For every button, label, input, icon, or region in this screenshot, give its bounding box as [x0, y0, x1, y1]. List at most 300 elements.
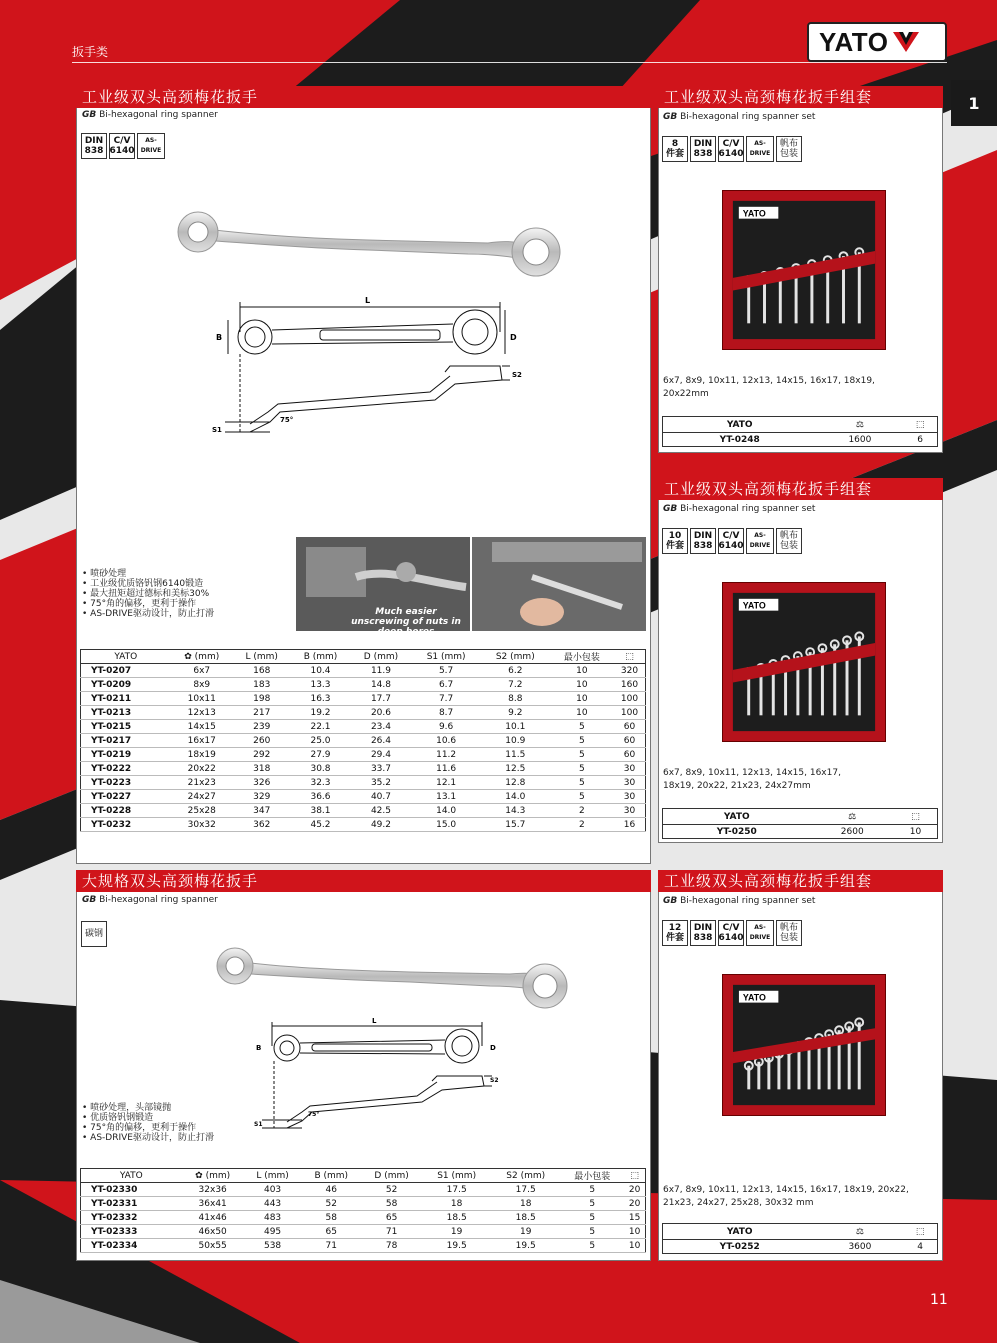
table-cell: 6.7: [412, 678, 481, 692]
dimension-drawing-large: [252, 1016, 512, 1136]
col-box: [624, 1169, 645, 1183]
table-cell: 14.8: [350, 678, 411, 692]
table-cell: 9.6: [412, 720, 481, 734]
product-code-cell: YT-0207: [81, 664, 171, 678]
table-cell: 538: [244, 1239, 302, 1253]
product-code-cell: YT-0211: [81, 692, 171, 706]
box-icon: ⬚: [915, 1226, 925, 1237]
piece-count-badge: 8 件套: [662, 136, 688, 162]
product-b-badges: [81, 921, 107, 947]
table-cell: 12x13: [171, 706, 233, 720]
photo-caption: Much easier unscrewing of nuts in deep bores: [351, 607, 461, 637]
table-row: [81, 818, 646, 832]
col-min-pack: 最小包装: [560, 1169, 624, 1183]
table-cell: 6.2: [481, 664, 550, 678]
as-drive-badge: AS-DRIVE: [746, 528, 774, 554]
table-cell: 8.8: [481, 692, 550, 706]
table-cell: 17.7: [350, 692, 411, 706]
table-row: [81, 790, 646, 804]
col-b: B (mm): [291, 650, 351, 664]
table-cell: 22.1: [291, 720, 351, 734]
product-a-spec-table: [80, 649, 646, 832]
set-sizes: 6x7, 8x9, 10x11, 12x13, 14x15, 16x17, 18x19, 20x22mm: [663, 376, 875, 399]
col-yato: YATO: [81, 650, 171, 664]
table-cell: 19: [422, 1225, 491, 1239]
dimension-drawing: [210, 292, 530, 442]
col-min-pack: 最小包装: [550, 650, 614, 664]
table-cell: 239: [233, 720, 291, 734]
set-table: [662, 1223, 938, 1254]
table-cell: 100: [614, 692, 646, 706]
set-subtitle-text: Bi-hexagonal ring spanner set: [680, 896, 816, 906]
table-row: [81, 734, 646, 748]
table-row: [81, 664, 646, 678]
product-code-cell: YT-0252: [719, 1241, 760, 1252]
table-cell: 30: [614, 762, 646, 776]
cv-badge: C/V 6140: [109, 133, 135, 159]
table-cell: 30.8: [291, 762, 351, 776]
table-row: [81, 1239, 646, 1253]
col-l: L (mm): [233, 650, 291, 664]
product-a-title: 工业级双头高颈梅花扳手: [76, 86, 651, 108]
qty-cell: 4: [917, 1241, 924, 1252]
table-cell: 12.1: [412, 776, 481, 790]
table-cell: 292: [233, 748, 291, 762]
table-cell: 7.2: [481, 678, 550, 692]
table-row: [81, 1225, 646, 1239]
table-cell: 40.7: [350, 790, 411, 804]
set-logo-text: YATO: [742, 600, 766, 611]
table-row: [81, 804, 646, 818]
spanner-set-image: [722, 974, 886, 1116]
col-l: L (mm): [244, 1169, 302, 1183]
table-cell: 495: [244, 1225, 302, 1239]
product-b-title: 大规格双头高颈梅花扳手: [76, 870, 651, 892]
box-icon: ⬚: [625, 651, 634, 662]
gb-mark: GB: [663, 504, 678, 514]
as-drive-badge: AS-DRIVE: [746, 136, 774, 162]
table-cell: 10.4: [291, 664, 351, 678]
table-cell: 2: [550, 804, 614, 818]
table-cell: 10: [624, 1225, 645, 1239]
col-size: ✿ (mm): [171, 650, 233, 664]
product-code-cell: YT-02333: [81, 1225, 182, 1239]
product-code-cell: YT-0213: [81, 706, 171, 720]
table-cell: 42.5: [350, 804, 411, 818]
table-cell: 15.7: [481, 818, 550, 832]
table-cell: 16: [614, 818, 646, 832]
table-cell: 21x23: [171, 776, 233, 790]
set-table: [662, 808, 938, 839]
table-cell: 71: [361, 1225, 422, 1239]
product-code-cell: YT-0217: [81, 734, 171, 748]
col-s1: S1 (mm): [412, 650, 481, 664]
feature-item: • 最大扭矩超过德标和美标30%: [82, 589, 214, 599]
brand-name: YATO: [819, 26, 889, 57]
table-cell: 19.5: [491, 1239, 560, 1253]
table-cell: 7.7: [412, 692, 481, 706]
weight-cell: 3600: [848, 1241, 872, 1252]
table-cell: 25.0: [291, 734, 351, 748]
table-cell: 10.1: [481, 720, 550, 734]
table-cell: 10.9: [481, 734, 550, 748]
table-cell: 20: [624, 1183, 645, 1197]
table-cell: 13.1: [412, 790, 481, 804]
table-cell: 46x50: [182, 1225, 244, 1239]
set-badges: [662, 920, 802, 946]
table-cell: 20.6: [350, 706, 411, 720]
din-badge: DIN 838: [690, 920, 716, 946]
table-cell: 35.2: [350, 776, 411, 790]
table-cell: 36x41: [182, 1197, 244, 1211]
col-box: [903, 1224, 937, 1240]
table-cell: 15: [624, 1211, 645, 1225]
col-s1: S1 (mm): [422, 1169, 491, 1183]
gear-icon: ✿: [195, 1170, 203, 1181]
set-title: 工业级双头高颈梅花扳手组套: [658, 478, 943, 500]
table-cell: 25x28: [171, 804, 233, 818]
table-cell: 30x32: [171, 818, 233, 832]
set-sizes: 6x7, 8x9, 10x11, 12x13, 14x15, 16x17, 18x19, 20x22, 21x23, 24x27, 25x28, 30x32 mm: [663, 1185, 909, 1208]
col-weight: [816, 417, 903, 433]
table-cell: 17.5: [491, 1183, 560, 1197]
table-cell: 49.2: [350, 818, 411, 832]
col-s2: S2 (mm): [491, 1169, 560, 1183]
table-cell: 71: [301, 1239, 361, 1253]
table-cell: 12.8: [481, 776, 550, 790]
set-badges: [662, 136, 802, 162]
table-cell: 14.0: [412, 804, 481, 818]
feature-item: • 优质铬钒钢锻造: [82, 1113, 214, 1123]
table-cell: 24x27: [171, 790, 233, 804]
table-cell: 52: [361, 1183, 422, 1197]
as-drive-badge: AS-DRIVE: [746, 920, 774, 946]
product-b-subtitle: [82, 895, 218, 905]
product-b-subtitle-text: Bi-hexagonal ring spanner: [99, 895, 218, 905]
weight-icon: ⚖: [855, 419, 864, 430]
dim-label-s1: S1: [254, 1121, 263, 1128]
spanner-set-image: [722, 190, 886, 350]
table-cell: 20: [624, 1197, 645, 1211]
table-cell: 443: [244, 1197, 302, 1211]
set-subtitle-text: Bi-hexagonal ring spanner set: [680, 112, 816, 122]
set-subtitle: [663, 504, 815, 514]
col-box: [614, 650, 646, 664]
table-cell: 183: [233, 678, 291, 692]
din-badge: DIN 838: [81, 133, 107, 159]
feature-item: • 工业级优质铬钒钢6140锻造: [82, 579, 214, 589]
set-sizes: 6x7, 8x9, 10x11, 12x13, 14x15, 16x17, 18x19, 20x22, 21x23, 24x27mm: [663, 768, 841, 791]
table-cell: 18.5: [422, 1211, 491, 1225]
gb-mark: GB: [663, 896, 678, 906]
product-code-cell: YT-0248: [719, 434, 760, 445]
product-code-cell: YT-0219: [81, 748, 171, 762]
feature-item: • AS-DRIVE驱动设计，防止打滑: [82, 609, 214, 619]
table-cell: 17.5: [422, 1183, 491, 1197]
box-icon: ⬚: [915, 419, 925, 430]
qty-cell: 10: [909, 826, 922, 837]
col-b: B (mm): [301, 1169, 361, 1183]
set-logo-text: YATO: [742, 992, 766, 1003]
product-a-badges: [81, 133, 165, 159]
table-cell: 30: [614, 790, 646, 804]
piece-count-badge: 10 件套: [662, 528, 688, 554]
feature-item: • 75°角的偏移，更利于操作: [82, 599, 214, 609]
table-cell: 14x15: [171, 720, 233, 734]
table-cell: 20x22: [171, 762, 233, 776]
table-cell: 65: [361, 1211, 422, 1225]
table-cell: 362: [233, 818, 291, 832]
table-cell: 320: [614, 664, 646, 678]
table-cell: 5: [550, 734, 614, 748]
table-row: [663, 825, 938, 839]
table-cell: 10: [550, 706, 614, 720]
table-cell: 168: [233, 664, 291, 678]
feature-item: • 喷砂处理，头部镜抛: [82, 1103, 214, 1113]
product-a-subtitle: [82, 110, 218, 120]
header-divider: [72, 62, 947, 63]
table-cell: 18: [422, 1197, 491, 1211]
dim-label-b: B: [256, 1044, 262, 1052]
weight-cell: 2600: [840, 826, 864, 837]
spanner-image: [168, 210, 568, 280]
col-yato: YATO: [663, 809, 811, 825]
dim-label-angle: 75°: [308, 1111, 320, 1118]
product-code-cell: YT-0228: [81, 804, 171, 818]
set-logo-text: YATO: [742, 208, 766, 219]
table-cell: 11.5: [481, 748, 550, 762]
usage-photo-1: [296, 537, 470, 637]
carbon-steel-badge: 碳钢: [81, 921, 107, 947]
dim-label-s2: S2: [490, 1077, 499, 1084]
table-cell: 5: [550, 762, 614, 776]
weight-cell: 1600: [848, 434, 872, 445]
table-cell: 5: [560, 1183, 624, 1197]
table-cell: 15.0: [412, 818, 481, 832]
brand-logo: [807, 22, 947, 62]
box-icon: ⬚: [911, 811, 920, 822]
canvas-pack-badge: 帆布 包装: [776, 528, 802, 554]
table-cell: 10x11: [171, 692, 233, 706]
product-a-rows: [81, 664, 646, 832]
col-yato: YATO: [663, 1224, 817, 1240]
table-cell: 5: [550, 776, 614, 790]
table-cell: 8x9: [171, 678, 233, 692]
col-weight: [816, 1224, 903, 1240]
gb-mark: GB: [82, 110, 97, 120]
table-cell: 318: [233, 762, 291, 776]
table-cell: 26.4: [350, 734, 411, 748]
table-row: [81, 762, 646, 776]
feature-item: • 喷砂处理: [82, 569, 214, 579]
table-cell: 23.4: [350, 720, 411, 734]
weight-icon: ⚖: [855, 1226, 864, 1237]
product-code-cell: YT-0209: [81, 678, 171, 692]
table-cell: 11.2: [412, 748, 481, 762]
table-cell: 19: [491, 1225, 560, 1239]
usage-photo-2-art: [472, 537, 646, 631]
set-title: 工业级双头高颈梅花扳手组套: [658, 870, 943, 892]
table-cell: 12.5: [481, 762, 550, 776]
table-cell: 60: [614, 734, 646, 748]
table-cell: 11.9: [350, 664, 411, 678]
table-cell: 6x7: [171, 664, 233, 678]
table-cell: 65: [301, 1225, 361, 1239]
qty-cell: 6: [917, 434, 924, 445]
table-row: [663, 1240, 938, 1254]
table-cell: 100: [614, 706, 646, 720]
table-row: [81, 776, 646, 790]
set-subtitle: [663, 896, 815, 906]
table-cell: 30: [614, 804, 646, 818]
dim-label-angle: 75°: [280, 416, 294, 424]
cv-badge: C/V 6140: [718, 528, 744, 554]
table-cell: 217: [233, 706, 291, 720]
table-row: [81, 1197, 646, 1211]
dim-label-l: L: [365, 296, 371, 305]
product-b-rows: [81, 1183, 646, 1253]
table-cell: 27.9: [291, 748, 351, 762]
table-row: [81, 678, 646, 692]
gb-mark: GB: [663, 112, 678, 122]
table-cell: 60: [614, 748, 646, 762]
table-cell: 198: [233, 692, 291, 706]
col-yato: YATO: [663, 417, 817, 433]
table-cell: 5.7: [412, 664, 481, 678]
table-cell: 5: [560, 1239, 624, 1253]
table-cell: 60: [614, 720, 646, 734]
table-row: [81, 1183, 646, 1197]
dim-label-s2: S2: [512, 371, 522, 379]
feature-item: • AS-DRIVE驱动设计，防止打滑: [82, 1133, 214, 1143]
table-cell: 19.5: [422, 1239, 491, 1253]
table-cell: 41x46: [182, 1211, 244, 1225]
table-cell: 52: [301, 1197, 361, 1211]
table-row: [81, 1211, 646, 1225]
product-code-cell: YT-0222: [81, 762, 171, 776]
feature-item: • 75°角的偏移，更利于操作: [82, 1123, 214, 1133]
product-code-cell: YT-0227: [81, 790, 171, 804]
table-cell: 5: [550, 720, 614, 734]
table-cell: 58: [361, 1197, 422, 1211]
table-cell: 5: [560, 1225, 624, 1239]
as-drive-badge: AS-DRIVE: [137, 133, 165, 159]
weight-icon: ⚖: [848, 811, 857, 822]
table-cell: 5: [550, 790, 614, 804]
table-cell: 10: [550, 678, 614, 692]
set-badges: [662, 528, 802, 554]
section-tab: 1: [951, 80, 997, 126]
table-cell: 11.6: [412, 762, 481, 776]
table-row: [81, 692, 646, 706]
table-cell: 347: [233, 804, 291, 818]
col-box: [903, 417, 937, 433]
table-cell: 19.2: [291, 706, 351, 720]
product-code-cell: YT-0223: [81, 776, 171, 790]
table-row: [81, 706, 646, 720]
product-code-cell: YT-02334: [81, 1239, 182, 1253]
table-cell: 38.1: [291, 804, 351, 818]
dim-label-d: D: [510, 333, 517, 342]
piece-count-badge: 12 件套: [662, 920, 688, 946]
table-cell: 2: [550, 818, 614, 832]
table-cell: 10: [624, 1239, 645, 1253]
page-number: 11: [930, 1292, 948, 1308]
table-cell: 160: [614, 678, 646, 692]
product-a-subtitle-text: Bi-hexagonal ring spanner: [99, 110, 218, 120]
table-cell: 13.3: [291, 678, 351, 692]
table-cell: 46: [301, 1183, 361, 1197]
table-cell: 16.3: [291, 692, 351, 706]
col-box: [894, 809, 938, 825]
table-cell: 18: [491, 1197, 560, 1211]
table-cell: 36.6: [291, 790, 351, 804]
canvas-pack-badge: 帆布 包装: [776, 136, 802, 162]
table-cell: 58: [301, 1211, 361, 1225]
product-code-cell: YT-0250: [716, 826, 757, 837]
gear-icon: ✿: [184, 651, 192, 662]
set-table: [662, 416, 938, 447]
table-cell: 14.0: [481, 790, 550, 804]
product-code-cell: YT-0215: [81, 720, 171, 734]
product-code-cell: YT-02331: [81, 1197, 182, 1211]
table-cell: 45.2: [291, 818, 351, 832]
product-b-features: [82, 1103, 214, 1143]
table-cell: 5: [560, 1197, 624, 1211]
table-cell: 403: [244, 1183, 302, 1197]
table-cell: 326: [233, 776, 291, 790]
table-row: [663, 433, 938, 447]
table-cell: 5: [560, 1211, 624, 1225]
set-subtitle: [663, 112, 815, 122]
table-cell: 10: [550, 664, 614, 678]
table-cell: 30: [614, 776, 646, 790]
dim-label-b: B: [216, 333, 223, 342]
table-cell: 18x19: [171, 748, 233, 762]
yato-logo-icon: [892, 31, 920, 53]
table-row: [81, 720, 646, 734]
col-d: D (mm): [361, 1169, 422, 1183]
din-badge: DIN 838: [690, 136, 716, 162]
category-label: 扳手类: [72, 45, 109, 59]
gb-mark: GB: [82, 895, 97, 905]
table-cell: 5: [550, 748, 614, 762]
set-subtitle-text: Bi-hexagonal ring spanner set: [680, 504, 816, 514]
cv-badge: C/V 6140: [718, 136, 744, 162]
table-cell: 483: [244, 1211, 302, 1225]
col-size: ✿ (mm): [182, 1169, 244, 1183]
table-cell: 10: [550, 692, 614, 706]
product-code-cell: YT-02330: [81, 1183, 182, 1197]
table-cell: 8.7: [412, 706, 481, 720]
table-cell: 14.3: [481, 804, 550, 818]
table-cell: 329: [233, 790, 291, 804]
col-s2: S2 (mm): [481, 650, 550, 664]
table-cell: 29.4: [350, 748, 411, 762]
dim-label-s1: S1: [212, 426, 222, 434]
col-weight: [811, 809, 894, 825]
col-yato: YATO: [81, 1169, 182, 1183]
product-code-cell: YT-0232: [81, 818, 171, 832]
cv-badge: C/V 6140: [718, 920, 744, 946]
product-code-cell: YT-02332: [81, 1211, 182, 1225]
product-b-spec-table: [80, 1168, 646, 1253]
table-cell: 260: [233, 734, 291, 748]
usage-photo-2: [472, 537, 646, 631]
table-cell: 16x17: [171, 734, 233, 748]
table-row: [81, 748, 646, 762]
table-cell: 32x36: [182, 1183, 244, 1197]
